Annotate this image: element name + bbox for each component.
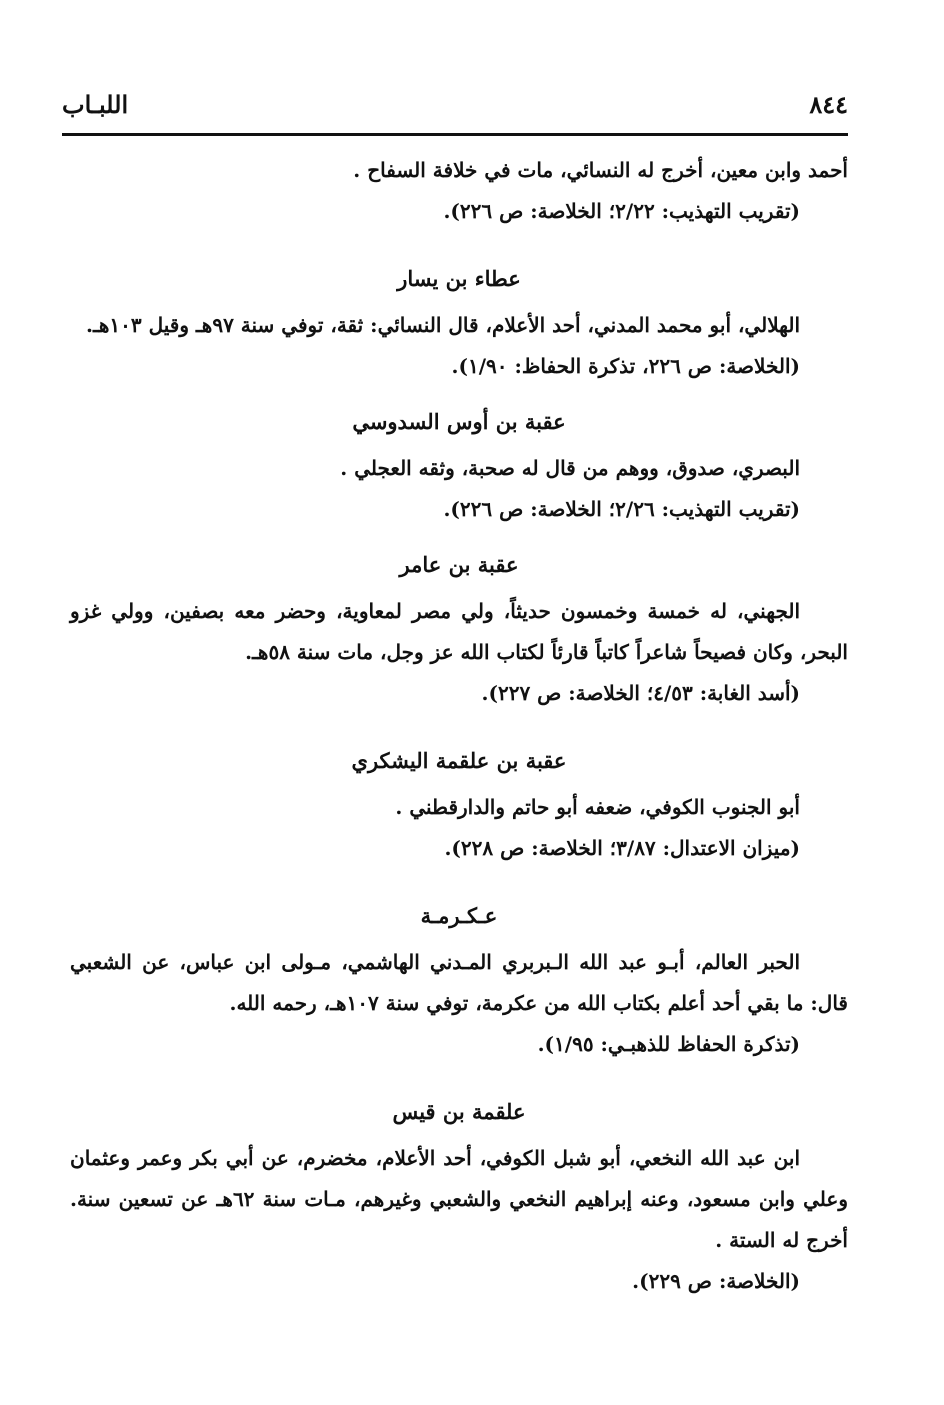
page-number: ٨٤٤ [809,90,848,119]
entry-ata-bin-yasar [70,258,848,387]
entry-uqba-bin-aws [70,401,848,530]
page-header [62,86,848,130]
entry-ref: (الخلاصة: ص ٢٢٦، تذكرة الحفاظ: ١/٩٠). [451,354,800,378]
entry-ikrima [70,895,848,1065]
entry-ref: (أسد الغابة: ٤/٥٣؛ الخلاصة: ص ٢٢٧). [481,681,800,705]
running-title: اللبـاب [62,90,129,119]
entry-text: البصري، صدوق، ووهم من قال له صحبة، وثقه العجلي . [340,456,800,480]
entry-title: عقبة بن علقمة اليشكري [351,748,567,773]
entry-text: أبو الجنوب الكوفي، ضعفه أبو حاتم والدارقطني . [395,795,800,819]
entry-text: الجهني، له خمسة وخمسون حديثاً، ولي مصر لمعاوية، وحضر معه بصفين، وولي غزو البحر، وكان فصيحاً شاعراً كاتباً قارئاً لكتاب الله عز وجل، مات سنة ٥٨هـ. [70,599,848,664]
entry-ref: (تقريب التهذيب: ٢/٢٦؛ الخلاصة: ص ٢٢٦). [443,497,800,521]
entry-text: ابن عبد الله النخعي، أبو شبل الكوفي، أحد الأعلام، مخضرم، عن أبي بكر وعمر وعثمان وعلي وابن مسعود، وعنه إبراهيم النخعي والشعبي وغيرهم، مـات سنة ٦٢هـ عن تسعين سنة. أخرج له الستة . [70,1146,848,1252]
entry-title: عـكـرمـة [420,903,498,928]
entry-title: عطاء بن يسار [397,266,521,291]
entry-title: عقبة بن عامر [399,552,519,577]
header-rule [62,133,848,136]
entry-text: الحبر العالم، أبـو عبد الله الـبربري المـدني الهاشمي، مـولى ابن عباس، عن الشعبي قال: ما بقي أحد أعلم بكتاب الله من عكرمة، توفي سنة ١٠٧هـ، رحمه الله. [70,950,848,1015]
entry-ref: (ميزان الاعتدال: ٣/٨٧؛ الخلاصة: ص ٢٢٨). [444,836,800,860]
entry-title: عقبة بن أوس السدوسي [352,409,566,434]
intro-ref: (تقريب التهذيب: ٢/٢٢؛ الخلاصة: ص ٢٢٦). [443,199,800,223]
entry-ref: (الخلاصة: ص ٢٢٩). [632,1269,800,1293]
entry-text: الهلالي، أبو محمد المدني، أحد الأعلام، قال النسائي: ثقة، توفي سنة ٩٧هـ وقيل ١٠٣هـ. [86,313,800,337]
page-content [70,150,848,1302]
entry-title: علقمة بن قيس [392,1099,526,1124]
entry-uqba-bin-amir [70,544,848,714]
entry-uqba-bin-alqama [70,740,848,869]
entry-ref: (تذكرة الحفاظ للذهبـي: ١/٩٥). [537,1032,800,1056]
intro-block [70,150,848,232]
intro-text: أحمد وابن معين، أخرج له النسائي، مات في خلافة السفاح . [353,158,848,182]
entry-alqama-bin-qays [70,1091,848,1302]
